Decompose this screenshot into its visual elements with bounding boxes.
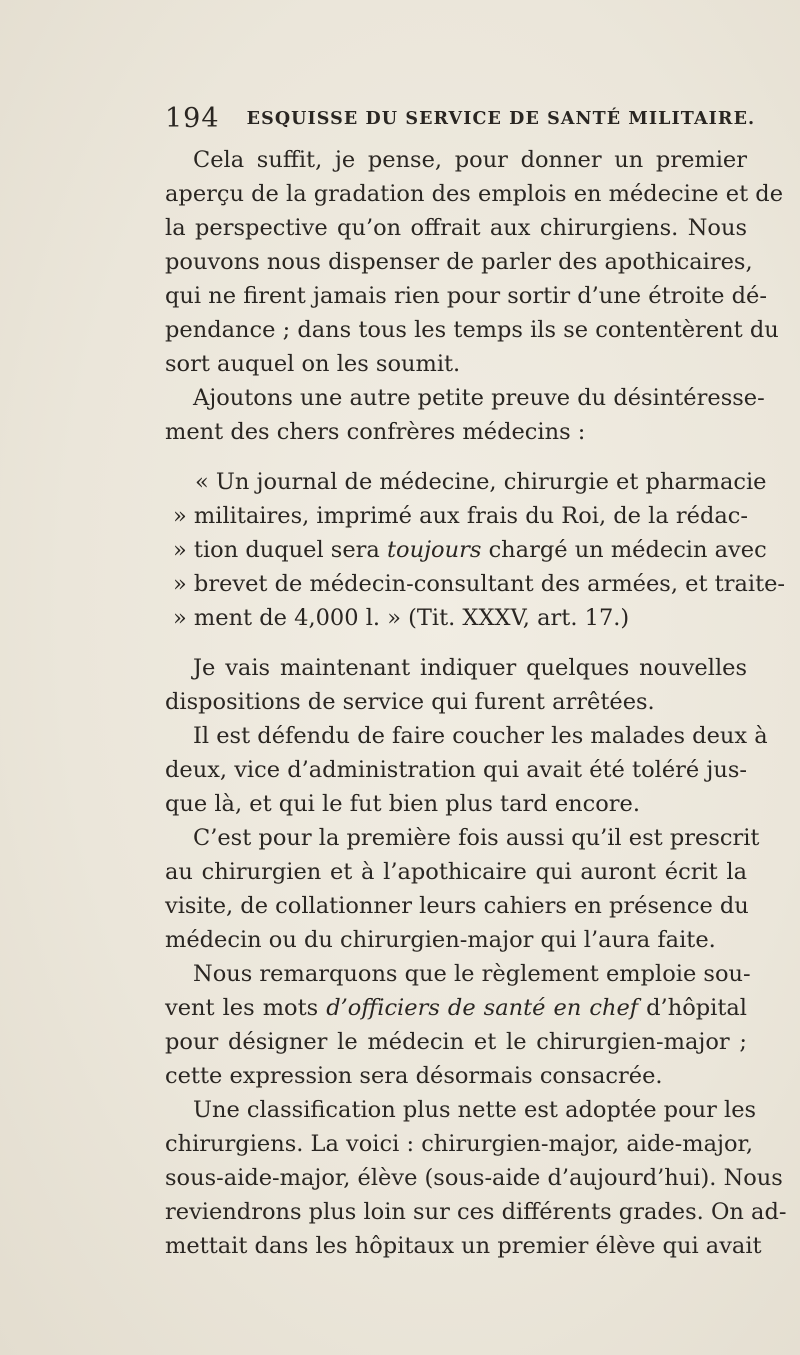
text-segment: vent les mots <box>165 995 319 1021</box>
text-line: ment des chers confrères médecins : <box>165 419 586 445</box>
quote-line: » militaires, imprimé aux frais du Roi, de la rédac- <box>173 503 749 529</box>
text-line: médecin ou du chirurgien-major qui l’aura faite. <box>165 927 716 953</box>
text-line: Une classification plus nette est adoptée pour les <box>193 1097 757 1123</box>
text-line: deux, vice d’administration qui avait été toléré jus- <box>165 757 747 783</box>
quote-line: » brevet de médecin-consultant des armées, et traite- <box>173 571 786 597</box>
text-line: sort auquel on les soumit. <box>165 351 461 377</box>
text-line: Je vais maintenant indiquer quelques nouvelles <box>193 655 747 681</box>
page-number: 194 <box>165 103 220 134</box>
text-line: Ajoutons une autre petite preuve du désintéresse- <box>193 385 765 411</box>
text-line: pour désigner le médecin et le chirurgien-major ; <box>165 1029 747 1055</box>
page-header <box>165 103 755 143</box>
text-line: sous-aide-major, élève (sous-aide d’aujourd’hui). Nous <box>165 1165 783 1191</box>
quote-line: « Un journal de médecine, chirurgie et pharmacie <box>195 469 767 495</box>
emphasis-officiers: d’officiers de santé en chef <box>326 995 639 1021</box>
text-line: visite, de collationner leurs cahiers en présence du <box>165 893 749 919</box>
text-line: au chirurgien et à l’apothicaire qui auront écrit la <box>165 859 747 885</box>
quote-segment: » tion duquel sera <box>173 537 380 563</box>
text-line: la perspective qu’on offrait aux chirurgiens. Nous <box>165 215 747 241</box>
text-line: pouvons nous dispenser de parler des apothicaires, <box>165 249 753 275</box>
text-line: reviendrons plus loin sur ces différents grades. On ad- <box>165 1199 787 1225</box>
text-line: cette expression sera désormais consacrée. <box>165 1063 663 1089</box>
text-segment: d’hôpital <box>646 995 747 1021</box>
text-line: aperçu de la gradation des emplois en médecine et de <box>165 181 784 207</box>
text-line: pendance ; dans tous les temps ils se contentèrent du <box>165 317 779 343</box>
text-line: Il est défendu de faire coucher les malades deux à <box>193 723 768 749</box>
text-line: mettait dans les hôpitaux un premier élève qui avait <box>165 1233 762 1259</box>
text-line: Nous remarquons que le règlement emploie sou- <box>193 961 751 987</box>
quote-line: » ment de 4,000 l. » (Tit. XXXV, art. 17.) <box>173 605 630 631</box>
text-line: que là, et qui le fut bien plus tard encore. <box>165 791 640 817</box>
text-line: chirurgiens. La voici : chirurgien-major, aide-major, <box>165 1131 753 1157</box>
text-line: dispositions de service qui furent arrêtées. <box>165 689 655 715</box>
text-line: Cela suffit, je pense, pour donner un premier <box>193 147 747 173</box>
text-line: C’est pour la première fois aussi qu’il est prescrit <box>193 825 760 851</box>
quote-line <box>165 533 767 567</box>
emphasis-toujours: toujours <box>387 537 482 563</box>
text-line: qui ne firent jamais rien pour sortir d’une étroite dé- <box>165 283 767 309</box>
quote-segment: chargé un médecin avec <box>488 537 767 563</box>
running-title: ESQUISSE DU SERVICE DE SANTÉ MILITAIRE. <box>246 109 756 129</box>
text-line <box>165 991 747 1025</box>
